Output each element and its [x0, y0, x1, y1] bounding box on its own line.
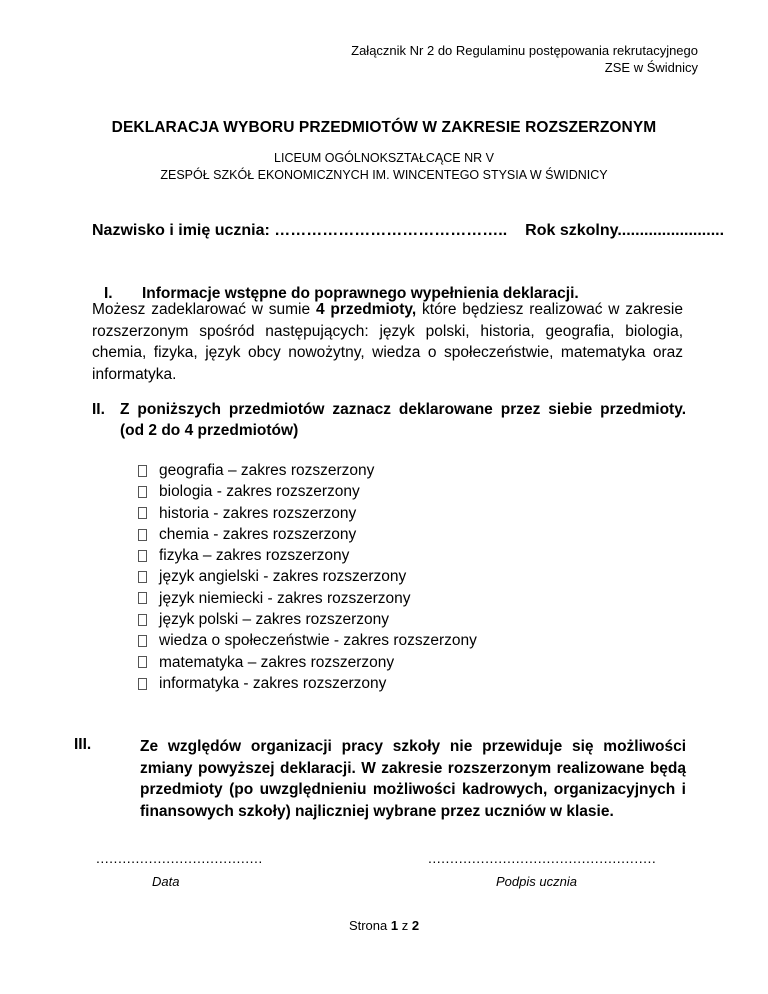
date-label: Data [152, 874, 180, 889]
subject-label: wiedza o społeczeństwie - zakres rozszerzony [159, 632, 477, 650]
school-name-line2: ZESPÓŁ SZKÓŁ EKONOMICZNYCH IM. WINCENTEGO STYSIA W ŚWIDNICY [160, 168, 608, 182]
checkbox[interactable] [138, 656, 147, 668]
current-page: 1 [390, 918, 399, 933]
page-prefix: Strona [348, 918, 391, 933]
subject-label: geografia – zakres rozszerzony [159, 462, 375, 479]
document-title: DEKLARACJA WYBORU PRZEDMIOTÓW W ZAKRESIE ROZSZERZONYM [111, 119, 657, 136]
section-1-bold-count: 4 przedmioty, [315, 301, 417, 318]
list-item[interactable] [138, 503, 477, 524]
date-line[interactable]: ...................................... [96, 850, 263, 866]
total-pages: 2 [411, 918, 420, 933]
checkbox[interactable] [138, 678, 147, 690]
checkbox[interactable] [138, 592, 147, 604]
checkbox[interactable] [138, 465, 147, 477]
checkbox[interactable] [138, 571, 147, 583]
list-item[interactable] [138, 609, 477, 630]
page-separator: z [398, 918, 412, 933]
checkbox[interactable] [138, 635, 147, 647]
list-item[interactable] [138, 460, 477, 481]
school-year-field[interactable]: Rok szkolny........................ [525, 222, 725, 239]
section-2-heading: Z poniższych przedmiotów zaznacz deklarowane przez siebie przedmioty. [120, 401, 686, 418]
school-name-line1: LICEUM OGÓLNOKSZTAŁCĄCE NR V [274, 151, 494, 165]
list-item[interactable] [138, 652, 477, 673]
page-number [0, 918, 768, 933]
list-item[interactable] [138, 545, 477, 566]
section-3-number: III. [74, 736, 92, 753]
section-1-text-before: Możesz zadeklarować w sumie [92, 301, 316, 318]
checkbox[interactable] [138, 529, 147, 541]
checkbox[interactable] [138, 486, 147, 498]
signature-line[interactable]: .................................................... [428, 850, 657, 866]
subject-label: język angielski - zakres rozszerzony [159, 568, 407, 586]
list-item[interactable] [138, 566, 477, 587]
section-1-paragraph [92, 299, 683, 385]
subject-label: chemia - zakres rozszerzony [159, 525, 357, 543]
subject-label: matematyka – zakres rozszerzony [159, 653, 395, 671]
section-1-text-after: które będziesz realizować w zakresie rozszerzonym spośród następujących: język polski, historia, geografia, biologia, chemia, fizyka, język obcy nowożytny, wiedza o społeczeństwie, matematyka oraz informatyka. [92, 301, 683, 383]
list-item[interactable] [138, 588, 477, 609]
signature-label: Podpis ucznia [496, 874, 577, 889]
subject-label: informatyka - zakres rozszerzony [159, 674, 387, 692]
checkbox[interactable] [138, 507, 147, 519]
subject-checklist [138, 460, 477, 694]
list-item[interactable] [138, 481, 477, 502]
subject-label: język polski – zakres rozszerzony [159, 611, 389, 629]
subject-label: historia - zakres rozszerzony [159, 504, 357, 522]
student-fields-row [92, 222, 724, 240]
list-item[interactable] [138, 630, 477, 651]
subject-label: biologia - zakres rozszerzony [159, 483, 360, 501]
list-item[interactable] [138, 524, 477, 545]
header-school-line: ZSE w Świdnicy [604, 60, 698, 75]
section-3-paragraph: Ze względów organizacji pracy szkoły nie przewiduje się możliwości zmiany powyższej deklaracji. W zakresie rozszerzonym realizowane będą przedmioty (po uwzględnieniu możliwości kadrowych, organizacyjnych i finansowych szkoły) najliczniej wybrane przez uczniów w klasie. [140, 738, 686, 820]
section-1-heading: Informacje wstępne do poprawnego wypełnienia deklaracji. [142, 285, 579, 302]
checkbox[interactable] [138, 550, 147, 562]
student-name-field[interactable]: Nazwisko i imię ucznia: …………………………………….. [92, 222, 508, 239]
list-item[interactable] [138, 673, 477, 694]
checkbox[interactable] [138, 614, 147, 626]
header-attachment-line: Załącznik Nr 2 do Regulaminu postępowania rekrutacyjnego [351, 43, 698, 58]
subject-label: fizyka – zakres rozszerzony [159, 547, 350, 565]
subject-label: język niemiecki - zakres rozszerzony [159, 589, 411, 607]
section-2-subheading: (od 2 do 4 przedmiotów) [120, 422, 299, 439]
section-1-number: I. [104, 285, 113, 302]
section-2-number: II. [92, 401, 105, 418]
